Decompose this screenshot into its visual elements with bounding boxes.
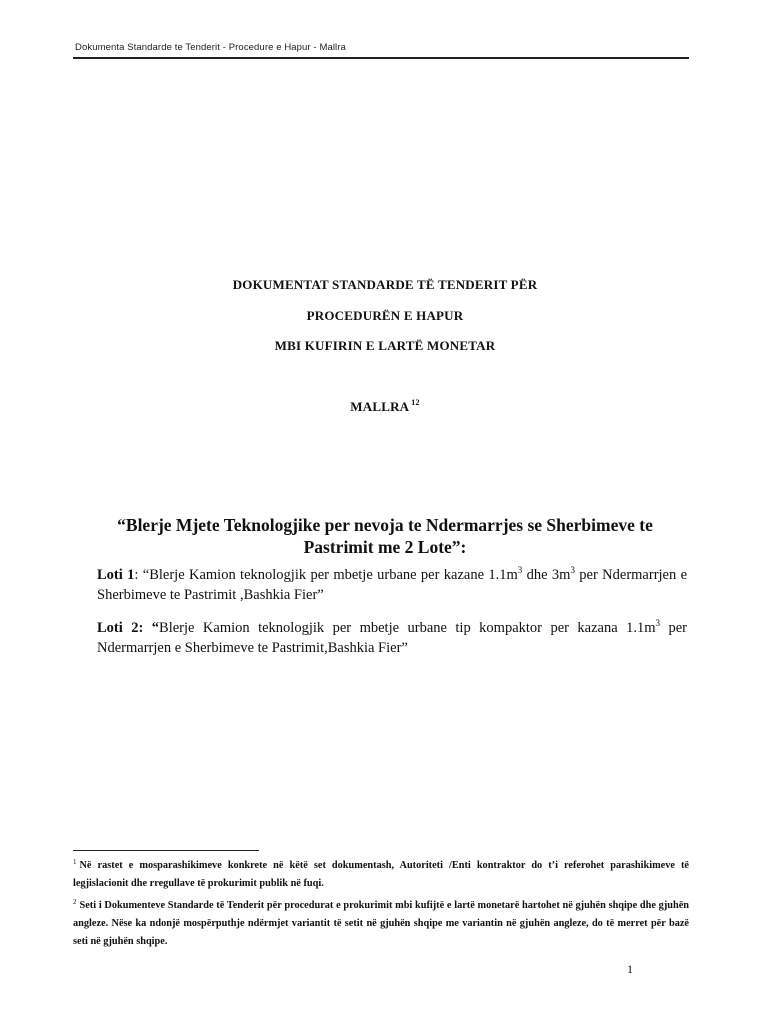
lot-1-text-a: “Blerje Kamion teknologjik per mbetje urbane per kazane 1.1m [142,567,518,583]
title-line-1: DOKUMENTAT STANDARDE TË TENDERIT PËR [232,277,538,292]
lot-2-text-a: Blerje Kamion teknologjik per mbetje urbane tip kompaktor per kazana 1.1m [159,620,656,636]
lot-1-label: Loti 1 [97,567,135,583]
footnote-2-text: Seti i Dokumenteve Standarde të Tenderit për procedurat e prokurimit mbi kufijtë e lartë monetarë hartohet në gjuhën shqipe dhe gjuhën angleze. Nëse ka ndonjë mospërputhje ndërmjet variantit të setit në gjuhën shqipe me variantin në gjuhën angleze, do të merret për bazë seti në gjuhën shqipe. [73,900,689,947]
footnote-1-mark: 1 [73,858,77,866]
title-line-3: MBI KUFIRIN E LARTË MONETAR [274,338,496,353]
lot-2-sup-a: 3 [655,618,661,628]
title-line-2: PROCEDURËN E HAPUR [306,308,464,323]
lot-1-sup-a: 3 [517,565,523,575]
footnote-2-mark: 2 [73,898,77,906]
lot-2-text-b: per Ndermarrjen e Sherbimeve te Pastrimit,Bashkia Fier” [97,620,688,656]
lot-1 [97,560,687,605]
footnote-1-text: Në rastet e mosparashikimeve konkrete në këtë set dokumentash, Autoriteti /Enti kontraktor do t’i referohet parashikimeve të legjislacionit dhe rregullave të prokurimit publik në fuqi. [73,860,689,889]
lot-1-separator: : [134,567,143,583]
header-rule [73,57,689,59]
page-number: 1 [627,962,633,976]
title-line-4 [0,398,770,415]
lot-2-label: Loti 2: “ [97,620,160,636]
lot-2 [97,613,687,658]
lot-1-sup-b: 3 [570,565,575,575]
title-footnote-marks: 12 [411,398,420,407]
footnote-2 [73,893,689,951]
footnote-1 [73,853,689,893]
lot-1-text-c: per Ndermarrjen e Sherbimeve te Pastrimit ,Bashkia Fier” [97,567,688,603]
title-mallra: MALLRA [350,399,410,414]
footnote-separator [73,850,259,851]
project-title: “Blerje Mjete Teknologjike per nevoja te Ndermarrjes se Sherbimeve te Pastrimit me 2 Lote”: [117,515,653,557]
running-header: Dokumenta Standarde te Tenderit - Procedure e Hapur - Mallra [75,42,346,53]
lot-1-text-b: dhe 3m [522,567,571,583]
